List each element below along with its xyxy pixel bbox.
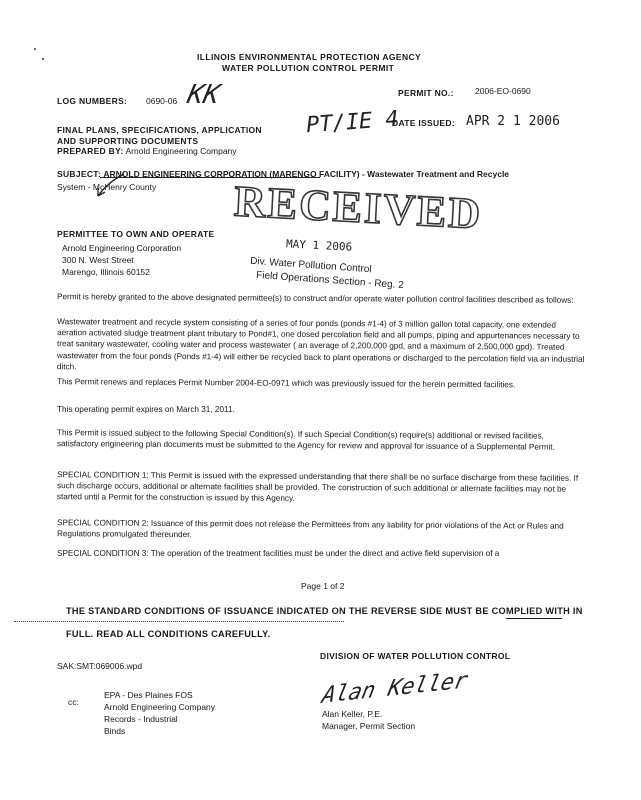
date-issued-value: APR 2 1 2006 [466,114,560,129]
subject-value: ARNOLD ENGINEERING CORPORATION (MARENGO FACILITY) - Wastewater Treatment and Recycle [103,169,510,179]
stamp-section: Field Operations Section - Reg. 2 [255,269,405,292]
paragraph-description: Wastewater treatment and recycle system consisting of a series of four ponds (ponds #1-4) of 3 million gallon total capacity, one extended aeration activated sludge treatment plant tributary to Pond#1, one dosed percolation field and all pumps, piping and appurtenances necessary to treat sanitary wastewater, cooling water and process wastewater ( an average of 2,200,000 gpd, and a maximum of 2,500,000 gpd). Treated wastewater from the four ponds (Ponds #1-4) will either be recycled back to plant operations or discharged to the percolation field via an industrial ditch. [56,317,585,372]
permittee-street: 300 N. West Street [62,255,134,265]
cc-label: cc: [68,697,79,707]
subject-label: SUBJECT: [57,169,101,179]
scan-speck [42,58,44,60]
subject-line-2: System - McHenry County [57,182,157,192]
permittee-heading: PERMITTEE TO OWN AND OPERATE [57,229,215,239]
cc-item: Binds [104,726,126,736]
special-condition-2: SPECIAL CONDITION 2: Issuance of this permit does not release the Permittees from any liability for prior violations of the Act or Rules and Regulations promulgated thereunder. [56,518,564,540]
dotted-rule [14,621,344,622]
permit-type-title: WATER POLLUTION CONTROL PERMIT [222,63,395,73]
complied-underline [506,618,562,619]
standard-conditions-line-1: THE STANDARD CONDITIONS OF ISSUANCE INDICATED ON THE REVERSE SIDE MUST BE COMPLIED WITH IN [66,606,583,616]
log-numbers-label: LOG NUMBERS: [57,96,128,106]
date-issued-label: DATE ISSUED: [392,118,455,128]
prepared-by-value: Arnold Engineering Company [125,146,237,156]
handwritten-note: PT/IE 4 [305,106,400,139]
prepared-by [57,146,237,156]
division-title: DIVISION OF WATER POLLUTION CONTROL [320,651,511,661]
cc-item: Records - Industrial [104,714,178,724]
scan-speck [34,48,36,50]
permittee-name: Arnold Engineering Corporation [62,243,182,253]
prepared-by-label: PREPARED BY: [57,146,124,156]
signer-name: Alan Keller, P.E. [322,709,383,719]
plans-line-1: FINAL PLANS, SPECIFICATIONS, APPLICATION [57,125,262,135]
signer-title: Manager, Permit Section [322,721,416,731]
cc-item: Arnold Engineering Company [104,702,216,712]
received-stamp: RECEIVED [232,176,484,239]
page-label: Page 1 of 2 [301,581,345,591]
special-condition-3: SPECIAL CONDITION 3: The operation of the treatment facilities must be under the direct and active field supervision of a [57,549,500,558]
permit-no-label: PERMIT NO.: [398,88,454,98]
file-reference: SAK:SMT:069006.wpd [57,661,143,671]
paragraph-granted: Permit is hereby granted to the above designated permittee(s) to construct and/or operate water pollution control facilities described as follows: [56,292,574,305]
special-condition-1: SPECIAL CONDITION 1: This Permit is issued with the expressed understanding that there shall be no surface discharge from these facilities. If such discharge occurs, additional or alternate facilities shall be provided. The construction of such additional or alternate facilities may not be started until a Permit for the construction is issued by this Agency. [56,470,579,504]
permittee-city: Marengo, Illinois 60152 [62,267,150,277]
stamp-date: MAY 1 2006 [285,237,353,254]
paragraph-subject-to: This Permit is issued subject to the following Special Condition(s). If such Special Condition(s) require(s) additional or revised facilities, satisfactory engineering plan documents must be submitted to the Agency for review and approval for issuance of a Supplemental Permit. [56,428,555,452]
log-numbers-value: 0690-06 [146,96,178,106]
stamp-division: Div. Water Pollution Control [249,255,372,276]
handwritten-arrow-icon [88,170,128,200]
signature: Alan Keller [319,668,471,709]
log-initials-handwritten: KK [184,80,223,110]
plans-line-2: AND SUPPORTING DOCUMENTS [57,136,199,146]
agency-title: ILLINOIS ENVIRONMENTAL PROTECTION AGENCY [197,52,422,62]
standard-conditions-line-2: FULL. READ ALL CONDITIONS CAREFULLY. [66,629,271,639]
permit-no-value: 2006-EO-0690 [475,86,531,96]
paragraph-expires: This operating permit expires on March 31, 2011. [57,405,235,414]
cc-item: EPA - Des Plaines FOS [104,690,193,700]
paragraph-renews: This Permit renews and replaces Permit Number 2004-EO-0971 which was previously issued for the herein permitted facilities. [56,377,516,390]
